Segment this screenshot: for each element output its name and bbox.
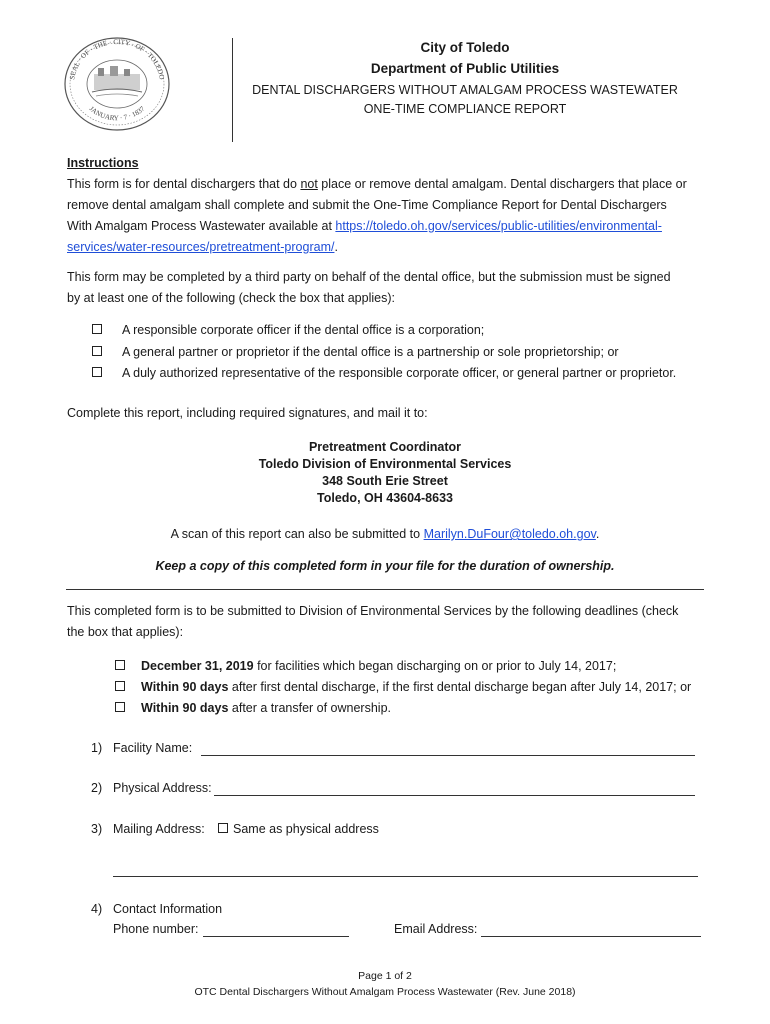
- q3-number: 3): [91, 822, 103, 836]
- instructions-line-2: remove dental amalgam shall complete and submit the One-Time Compliance Report for Dental Dischargers: [67, 198, 667, 212]
- phone-number-field[interactable]: [203, 936, 349, 937]
- facility-name-label: Facility Name:: [113, 741, 193, 755]
- instructions-line-3: With Amalgam Process Wastewater available at https://toledo.oh.gov/services/public-utilities/environmental-: [67, 219, 662, 233]
- same-as-physical-checkbox[interactable]: [218, 823, 228, 833]
- city-title: City of Toledo: [420, 40, 510, 55]
- signer-option-2: A general partner or proprietor if the dental office is a partnership or sole proprietorship; or: [122, 345, 619, 359]
- deadlines-intro-1: This completed form is to be submitted to Division of Environmental Services by the following deadlines (check: [67, 604, 679, 618]
- deadline-90-days-transfer-checkbox[interactable]: [115, 702, 125, 712]
- header-divider: [232, 38, 233, 142]
- signer-option-1: A responsible corporate officer if the dental office is a corporation;: [122, 323, 485, 337]
- email-address-label: Email Address:: [394, 922, 478, 936]
- contact-info-label: Contact Information: [113, 902, 223, 916]
- deadline-option-1: December 31, 2019 for facilities which began discharging on or prior to July 14, 2017;: [141, 659, 617, 673]
- general-partner-checkbox[interactable]: [92, 346, 102, 356]
- email-link[interactable]: Marilyn.DuFour@toledo.oh.gov: [423, 527, 596, 541]
- page-number: Page 1 of 2: [358, 970, 412, 982]
- deadlines-intro-2: the box that applies):: [67, 625, 184, 639]
- instructions-line-4: services/water-resources/pretreatment-program/.: [67, 240, 338, 254]
- mailing-address-label: Mailing Address:: [113, 822, 205, 836]
- third-party-line-2: by at least one of the following (check the box that applies):: [67, 291, 395, 305]
- address-line-1: Pretreatment Coordinator: [308, 440, 462, 454]
- pretreatment-program-link-cont[interactable]: services/water-resources/pretreatment-program/: [67, 240, 335, 254]
- physical-address-field[interactable]: [214, 795, 695, 796]
- signer-option-3: A duly authorized representative of the responsible corporate officer, or general partner or proprietor.: [122, 366, 677, 380]
- city-seal-logo: [58, 36, 176, 132]
- form-title-line-2: ONE-TIME COMPLIANCE REPORT: [363, 102, 567, 116]
- deadline-90-days-first-discharge-checkbox[interactable]: [115, 681, 125, 691]
- not-emphasis: not: [300, 177, 318, 191]
- address-line-2: Toledo Division of Environmental Services: [258, 457, 512, 471]
- department-title: Department of Public Utilities: [370, 61, 560, 76]
- authorized-representative-checkbox[interactable]: [92, 367, 102, 377]
- mailing-address-field[interactable]: [113, 876, 698, 877]
- address-line-4: Toledo, OH 43604-8633: [317, 491, 453, 505]
- physical-address-label: Physical Address:: [113, 781, 212, 795]
- facility-name-field[interactable]: [201, 755, 695, 756]
- seal-date-text: JANUARY · 7 · 1837: [87, 104, 147, 123]
- section-divider: [66, 589, 704, 590]
- keep-copy-notice: Keep a copy of this completed form in your file for the duration of ownership.: [155, 559, 615, 573]
- instructions-heading: Instructions: [67, 156, 139, 170]
- deadline-dec-2019-checkbox[interactable]: [115, 660, 125, 670]
- third-party-line-1: This form may be completed by a third party on behalf of the dental office, but the submission must be signed: [67, 270, 671, 284]
- q4-number: 4): [91, 902, 103, 916]
- pretreatment-program-link[interactable]: https://toledo.oh.gov/services/public-utilities/environmental-: [335, 219, 662, 233]
- deadline-option-3: Within 90 days after a transfer of ownership.: [141, 701, 392, 715]
- form-identifier: OTC Dental Dischargers Without Amalgam Process Wastewater (Rev. June 2018): [194, 986, 576, 998]
- instructions-line-1: This form is for dental dischargers that do not place or remove dental amalgam. Dental dischargers that place or: [67, 177, 687, 191]
- mail-intro: Complete this report, including required signatures, and mail it to:: [67, 406, 428, 420]
- same-as-physical-label: Same as physical address: [233, 822, 379, 836]
- deadline-option-2: Within 90 days after first dental discharge, if the first dental discharge began after July 14, 2017; or: [141, 680, 692, 694]
- seal-ring-text: SEAL · OF · THE · CITY · OF · TOLEDO: [68, 37, 166, 81]
- email-address-field[interactable]: [481, 936, 701, 937]
- phone-number-label: Phone number:: [113, 922, 199, 936]
- q2-number: 2): [91, 781, 103, 795]
- form-title-line-1: DENTAL DISCHARGERS WITHOUT AMALGAM PROCESS WASTEWATER: [252, 83, 678, 97]
- svg-text:JANUARY · 7 · 1837: [88, 104, 147, 122]
- corporate-officer-checkbox[interactable]: [92, 324, 102, 334]
- address-line-3: 348 South Erie Street: [322, 474, 448, 488]
- scan-submission-text: A scan of this report can also be submitted to Marilyn.DuFour@toledo.oh.gov.: [170, 527, 600, 541]
- q1-number: 1): [91, 741, 103, 755]
